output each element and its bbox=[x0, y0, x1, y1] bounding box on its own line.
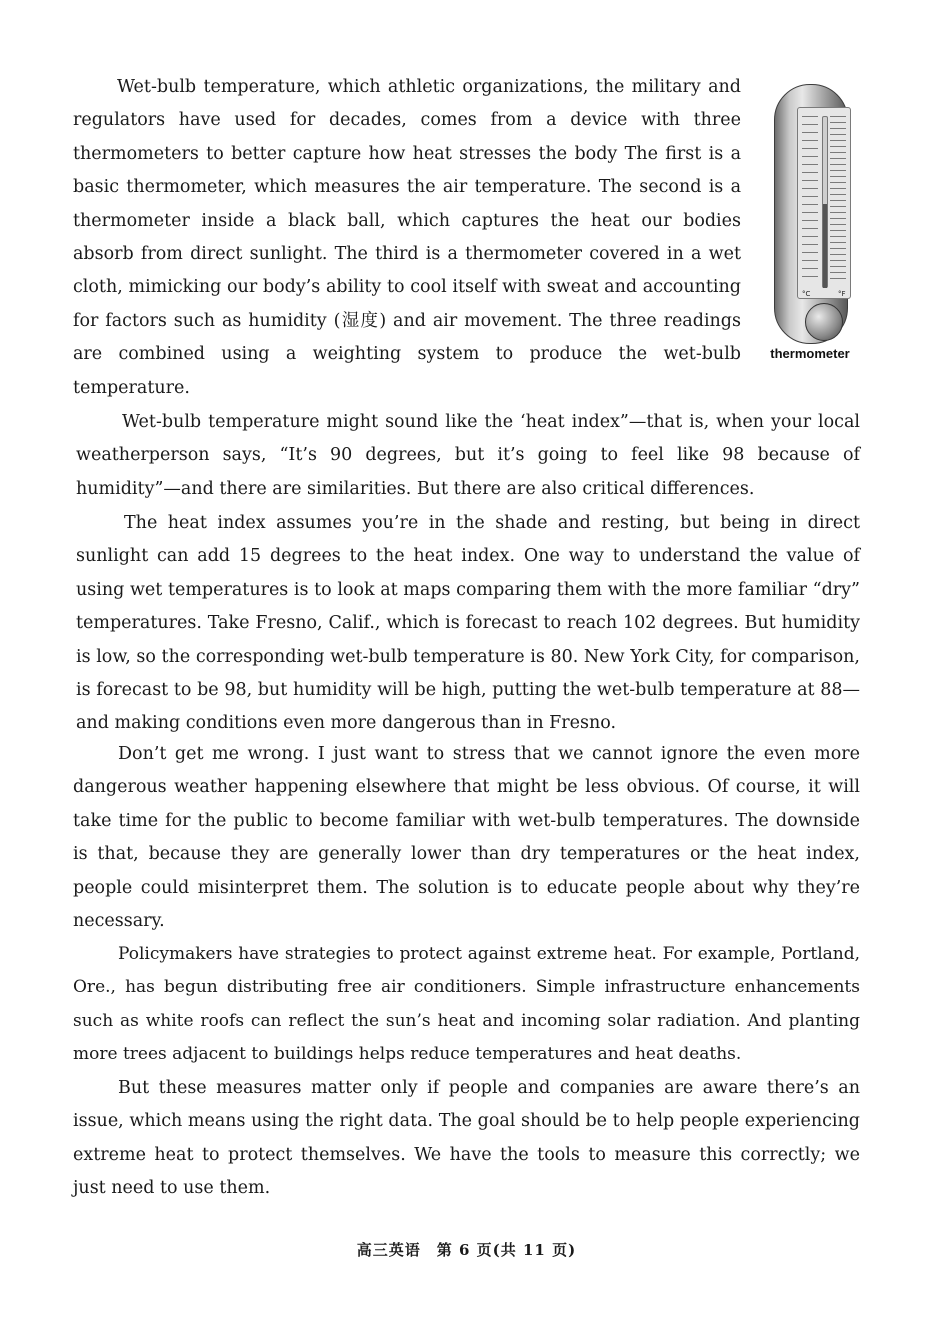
thermometer-bulb bbox=[805, 303, 843, 341]
paragraph-2: Wet-bulb temperature might sound like the ‘heat index”—that is, when your local weatherperson says, “It’s 90 degrees, but it’s going to feel like 98 because of humidity”—and there are similarities. But there are also critical differences. bbox=[76, 412, 860, 499]
paragraph-6: But these measures matter only if people and companies are aware there’s an issue, which means using the right data. The goal should be to help people experiencing extreme heat to protect themselves. We have the tools to measure this correctly; we just need to use them. bbox=[73, 1078, 860, 1199]
paragraph-5: Policymakers have strategies to protect against extreme heat. For example, Portland, Ore., has begun distributing free air conditioners. Simple infrastructure enhancements such as white roofs can reflect the sun’s heat and incoming solar radiation. And planting more trees adjacent to buildings helps reduce temperatures and heat deaths. bbox=[73, 944, 860, 1065]
paragraph-1: Wet-bulb temperature, which athletic organizations, the military and regulators have used for decades, comes from a device with three thermometers to better capture how heat stresses the body The first is a basic thermometer, which measures the air temperature. The second is a thermometer inside a black ball, which captures the heat our bodies absorb from direct sunlight. The third is a thermometer covered in a wet cloth, mimicking our body’s ability to cool itself with sweat and accounting for factors such as humidity (湿度) and air movement. The three readings are combined using a weighting system to produce the wet-bulb temperature. bbox=[73, 77, 741, 398]
mercury-column bbox=[823, 204, 827, 288]
thermometer-image bbox=[774, 84, 848, 344]
celsius-ticks bbox=[802, 116, 818, 284]
paragraph-3: The heat index assumes you’re in the shade and resting, but being in direct sunlight can add 15 degrees to the heat index. One way to understand the value of using wet temperatures is to look at maps comparing them with the more familiar “dry” temperatures. Take Fresno, Calif., which is forecast to reach 102 degrees. But humidity is low, so the corresponding wet-bulb temperature is 80. New York City, for comparison, is forecast to be 98, but humidity will be high, putting the wet-bulb temperature at 88—and making conditions even more dangerous than in Fresno. bbox=[76, 513, 860, 734]
fahrenheit-ticks bbox=[830, 116, 846, 284]
page-footer: 高三英语 第 6 页(共 11 页) bbox=[356, 1241, 577, 1259]
fahrenheit-unit: °F bbox=[838, 290, 846, 298]
thermometer-figure bbox=[762, 84, 858, 374]
figure-caption: thermometer bbox=[770, 346, 850, 361]
thermometer-scale bbox=[797, 107, 851, 299]
paragraph-4: Don’t get me wrong. I just want to stress that we cannot ignore the even more dangerous weather happening elsewhere that might be less obvious. Of course, it will take time for the public to become familiar with wet-bulb temperatures. The downside is that, because they are generally lower than dry temperatures or the heat index, people could misinterpret them. The solution is to educate people about why they’re necessary. bbox=[73, 744, 860, 932]
celsius-unit: °C bbox=[802, 290, 811, 298]
